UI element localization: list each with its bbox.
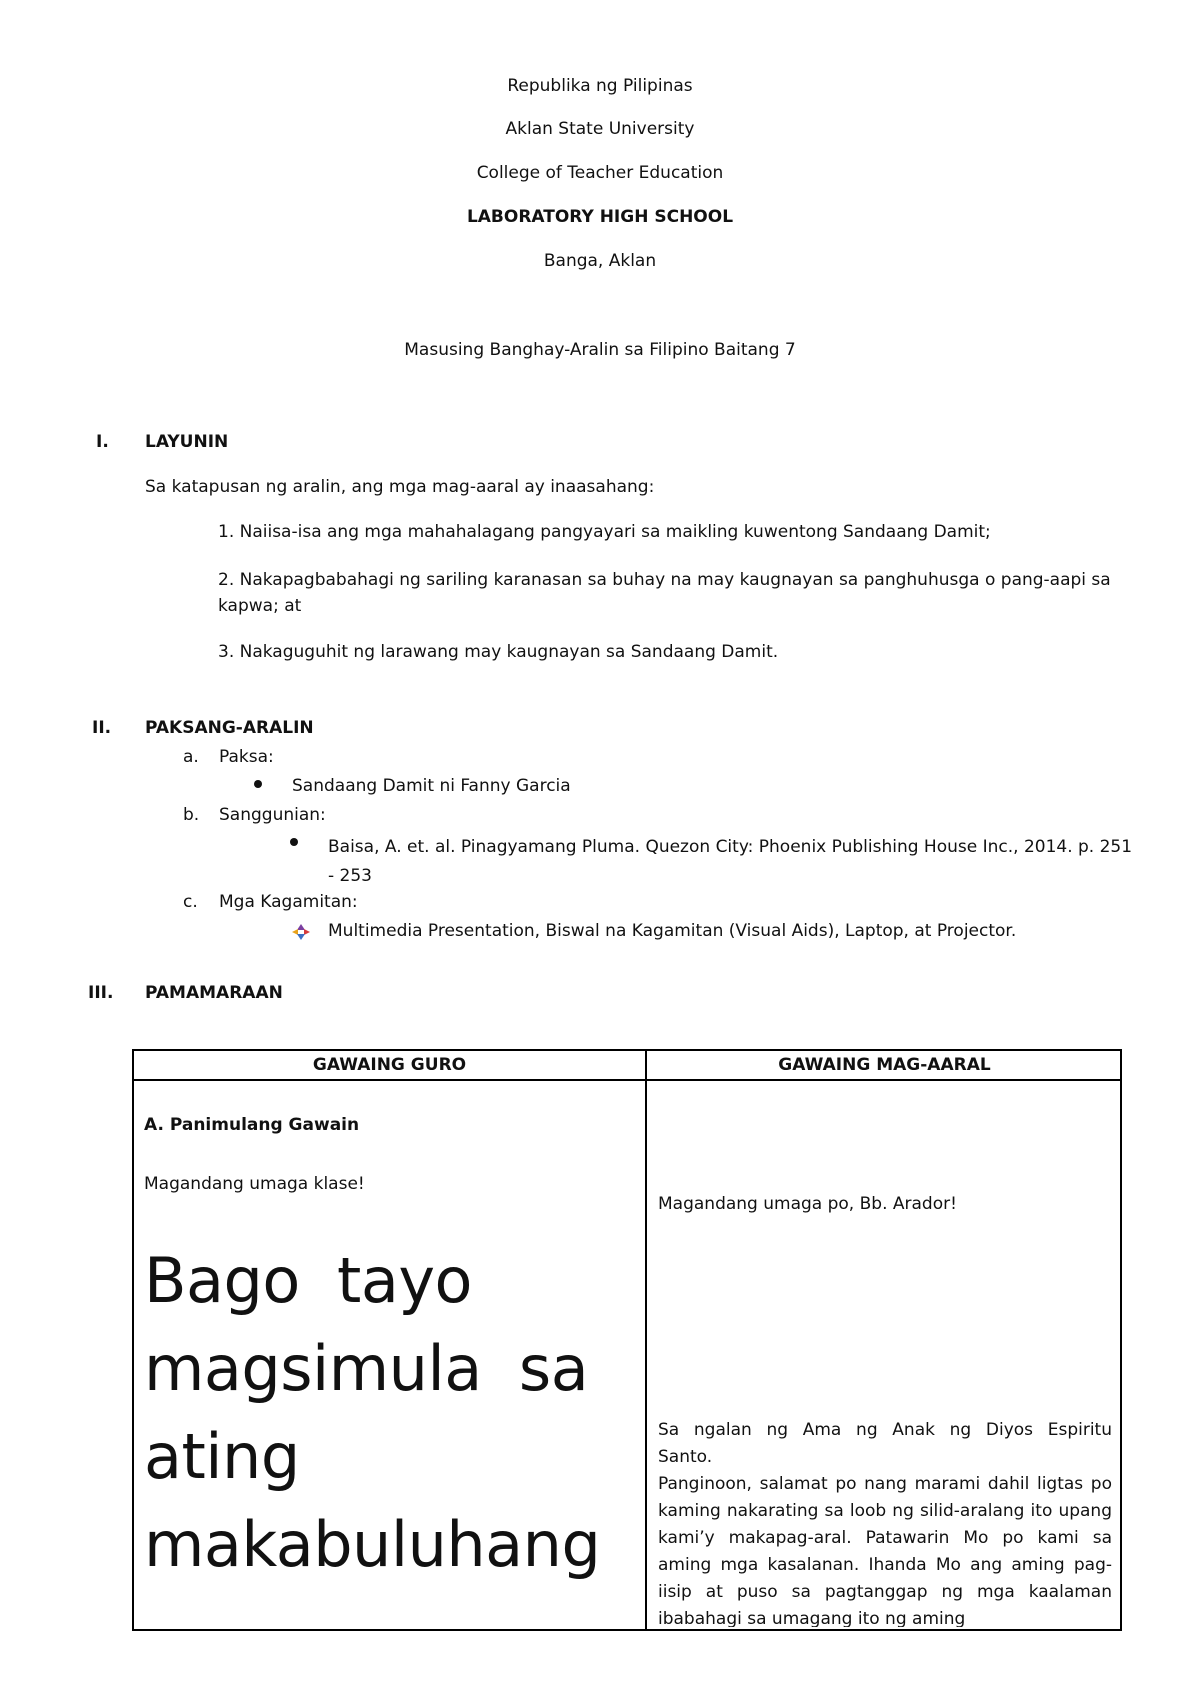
topic-label: a. <box>183 747 199 767</box>
section2-heading: PAKSANG-ARALIN <box>145 718 314 738</box>
section3-heading: PAMAMARAAN <box>145 983 283 1003</box>
section1-numeral: I. <box>96 432 109 452</box>
teacher-big-text: Bago tayo magsimula sa ating makabuluhang <box>144 1244 601 1581</box>
table-header-teacher: GAWAING GURO <box>312 1055 467 1075</box>
objective-1: 1. Naiisa-isa ang mga mahahalagang pangyayari sa maikling kuwentong Sandaang Damit; <box>218 522 991 542</box>
procedure-table <box>132 1049 1122 1631</box>
section1-heading: LAYUNIN <box>145 432 229 452</box>
header-location: Banga, Aklan <box>543 251 657 271</box>
student-reply: Magandang umaga po, Bb. Arador! <box>658 1194 957 1214</box>
teacher-subheading: A. Panimulang Gawain <box>144 1115 360 1135</box>
topic-item: Sandaang Damit ni Fanny Garcia <box>292 776 571 796</box>
bullet-icon <box>254 780 262 788</box>
header-college: College of Teacher Education <box>476 163 724 183</box>
objective-2: 2. Nakapagbabahagi ng sariling karanasan sa buhay na may kaugnayan sa panghuhusga o pang-aapi sa kapwa; at <box>218 570 1111 616</box>
section3-numeral: III. <box>88 983 114 1003</box>
table-header-divider <box>134 1079 1120 1081</box>
bullet-icon <box>290 838 298 846</box>
materials-label: c. <box>183 892 198 912</box>
header-republic: Republika ng Pilipinas <box>507 76 693 96</box>
reference-heading: Sanggunian: <box>219 805 326 825</box>
header-school: LABORATORY HIGH SCHOOL <box>466 207 734 227</box>
table-column-divider <box>645 1051 647 1629</box>
objective-3: 3. Nakaguguhit ng larawang may kaugnayan sa Sandaang Damit. <box>218 642 779 662</box>
student-prayer-body: Panginoon, salamat po nang marami dahil ligtas po kaming nakarating sa loob ng silid-aralang ito upang kami’y makapag-aral. Patawarin Mo po kami sa aming mga kasalanan. Ihanda Mo ang aming pag-iisip at puso sa pagtanggap ng mga kaalaman ibabahagi sa umagang ito ng aming <box>658 1474 1112 1627</box>
section2-numeral: II. <box>92 718 112 738</box>
materials-item: Multimedia Presentation, Biswal na Kagamitan (Visual Aids), Laptop, at Projector. <box>328 921 1017 941</box>
header-university: Aklan State University <box>505 119 695 139</box>
materials-heading: Mga Kagamitan: <box>219 892 358 912</box>
teacher-greeting: Magandang umaga klase! <box>144 1174 365 1194</box>
page-title: Masusing Banghay-Aralin sa Filipino Baitang 7 <box>404 340 796 360</box>
section1-intro: Sa katapusan ng aralin, ang mga mag-aaral ay inaasahang: <box>145 477 655 497</box>
topic-heading: Paksa: <box>219 747 274 767</box>
reference-label: b. <box>183 805 200 825</box>
student-prayer-opening: Sa ngalan ng Ama ng Anak ng Diyos Espiritu Santo. <box>658 1420 1112 1467</box>
table-header-student: GAWAING MAG-AARAL <box>778 1055 991 1075</box>
arrow-bullet-icon <box>292 924 310 940</box>
reference-item: Baisa, A. et. al. Pinagyamang Pluma. Quezon City: Phoenix Publishing House Inc., 2014. p. 251 - 253 <box>328 837 1133 886</box>
